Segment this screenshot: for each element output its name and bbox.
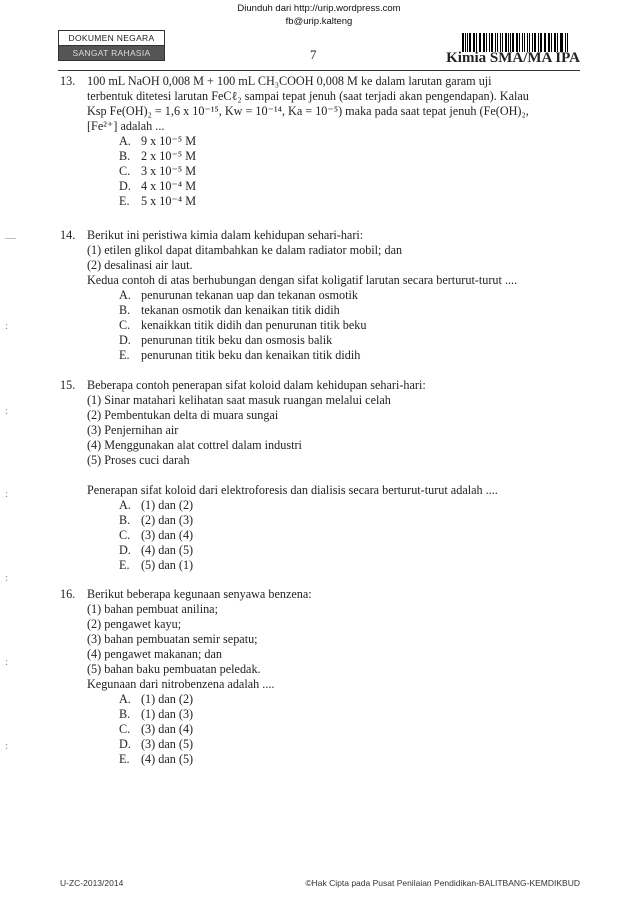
scan-mark: : — [5, 656, 9, 668]
question-number: 15. — [60, 378, 76, 392]
answer-option[interactable]: C. kenaikkan titik didih dan penurunan titik beku — [119, 318, 367, 332]
footer-code: U-ZC-2013/2014 — [60, 878, 124, 888]
list-item: (1) Sinar matahari kelihatan saat masuk ruangan melalui celah — [87, 393, 391, 407]
answer-option[interactable]: C. 3 x 10⁻⁵ M — [119, 164, 197, 178]
list-item: (4) Menggunakan alat cottrel dalam industri — [87, 438, 302, 452]
scan-mark: : — [5, 320, 9, 332]
scan-mark: : — [5, 572, 9, 584]
answer-option[interactable]: B. 2 x 10⁻⁵ M — [119, 149, 197, 163]
question-stem: Penerapan sifat koloid dari elektroforesis dan dialisis secara berturut-turut adalah .... — [87, 483, 498, 497]
classification-stamp — [58, 30, 165, 61]
question-line: Berikut ini peristiwa kimia dalam kehidupan sehari-hari: — [87, 228, 364, 242]
answer-option[interactable]: E. (5) dan (1) — [119, 558, 194, 572]
list-item: (2) Pembentukan delta di muara sungai — [87, 408, 279, 422]
header-divider — [58, 70, 580, 71]
answer-option[interactable]: C. (3) dan (4) — [119, 528, 194, 542]
page-number: 7 — [310, 47, 317, 62]
answer-option[interactable]: B. (1) dan (3) — [119, 707, 194, 721]
question-line: Ksp Fe(OH)₂ = 1,6 x 10⁻¹⁵, Kw = 10⁻¹⁴, Ka = 10⁻⁵) maka pada saat tepat jenuh (Fe(OH)₂, — [87, 104, 529, 118]
answer-option[interactable]: A. (1) dan (2) — [119, 498, 194, 512]
question-14 — [60, 228, 580, 363]
answer-option[interactable]: E. (4) dan (5) — [119, 752, 194, 766]
source-url: Diunduh dari http://urip.wordpress.com — [237, 3, 401, 14]
answer-option[interactable]: A. penurunan tekanan uap dan tekanan osmotik — [119, 288, 358, 302]
question-line: [Fe²⁺] adalah ... — [87, 119, 165, 133]
answer-option[interactable]: D. penurunan titik beku dan osmosis balik — [119, 333, 333, 347]
question-line: Kedua contoh di atas berhubungan dengan sifat koligatif larutan secara berturut-turut .... — [87, 273, 518, 287]
answer-option[interactable]: D. (4) dan (5) — [119, 543, 194, 557]
list-item: (3) bahan pembuatan semir sepatu; — [87, 632, 258, 646]
answer-option[interactable]: B. (2) dan (3) — [119, 513, 194, 527]
subject-title: Kimia SMA/MA IPA — [446, 50, 580, 66]
question-line: (2) desalinasi air laut. — [87, 258, 193, 272]
question-line: 100 mL NaOH 0,008 M + 100 mL CH₃COOH 0,008 M ke dalam larutan garam uji — [87, 74, 492, 88]
question-15 — [60, 378, 580, 573]
scan-mark: : — [5, 740, 9, 752]
answer-option[interactable]: C. (3) dan (4) — [119, 722, 194, 736]
list-item: (4) pengawet makanan; dan — [87, 647, 223, 661]
list-item: (1) bahan pembuat anilina; — [87, 602, 218, 616]
answer-option[interactable]: D. (3) dan (5) — [119, 737, 194, 751]
stamp-top: DOKUMEN NEGARA — [59, 31, 164, 46]
answer-option[interactable]: E. 5 x 10⁻⁴ M — [119, 194, 197, 208]
answer-option[interactable]: A. (1) dan (2) — [119, 692, 194, 706]
question-stem: Kegunaan dari nitrobenzena adalah .... — [87, 677, 275, 691]
scan-mark: — — [5, 232, 16, 244]
list-item: (5) Proses cuci darah — [87, 453, 190, 467]
question-line: Beberapa contoh penerapan sifat koloid dalam kehidupan sehari-hari: — [87, 378, 426, 392]
question-number: 16. — [60, 587, 76, 601]
list-item: (2) pengawet kayu; — [87, 617, 182, 631]
footer-copyright: ©Hak Cipta pada Pusat Penilaian Pendidikan-BALITBANG-KEMDIKBUD — [305, 878, 580, 888]
answer-option[interactable]: D. 4 x 10⁻⁴ M — [119, 179, 197, 193]
answer-option[interactable]: A. 9 x 10⁻⁵ M — [119, 134, 197, 148]
question-line: (1) etilen glikol dapat ditambahkan ke dalam radiator mobil; dan — [87, 243, 403, 257]
source-contact: fb@urip.kalteng — [285, 16, 353, 27]
question-13 — [60, 74, 580, 209]
question-line: terbentuk ditetesi larutan FeCℓ₂ sampai tepat jenuh (saat terjadi akan pengendapan). Kalau — [87, 89, 529, 103]
question-16 — [60, 587, 580, 767]
scan-mark: : — [5, 405, 9, 417]
stamp-bottom: SANGAT RAHASIA — [59, 46, 164, 60]
scan-mark: : — [5, 488, 9, 500]
question-number: 14. — [60, 228, 76, 242]
question-number: 13. — [60, 74, 76, 88]
list-item: (5) bahan baku pembuatan peledak. — [87, 662, 261, 676]
list-item: (3) Penjernihan air — [87, 423, 179, 437]
question-line: Berikut beberapa kegunaan senyawa benzena: — [87, 587, 312, 601]
answer-option[interactable]: B. tekanan osmotik dan kenaikan titik didih — [119, 303, 340, 317]
answer-option[interactable]: E. penurunan titik beku dan kenaikan titik didih — [119, 348, 361, 362]
